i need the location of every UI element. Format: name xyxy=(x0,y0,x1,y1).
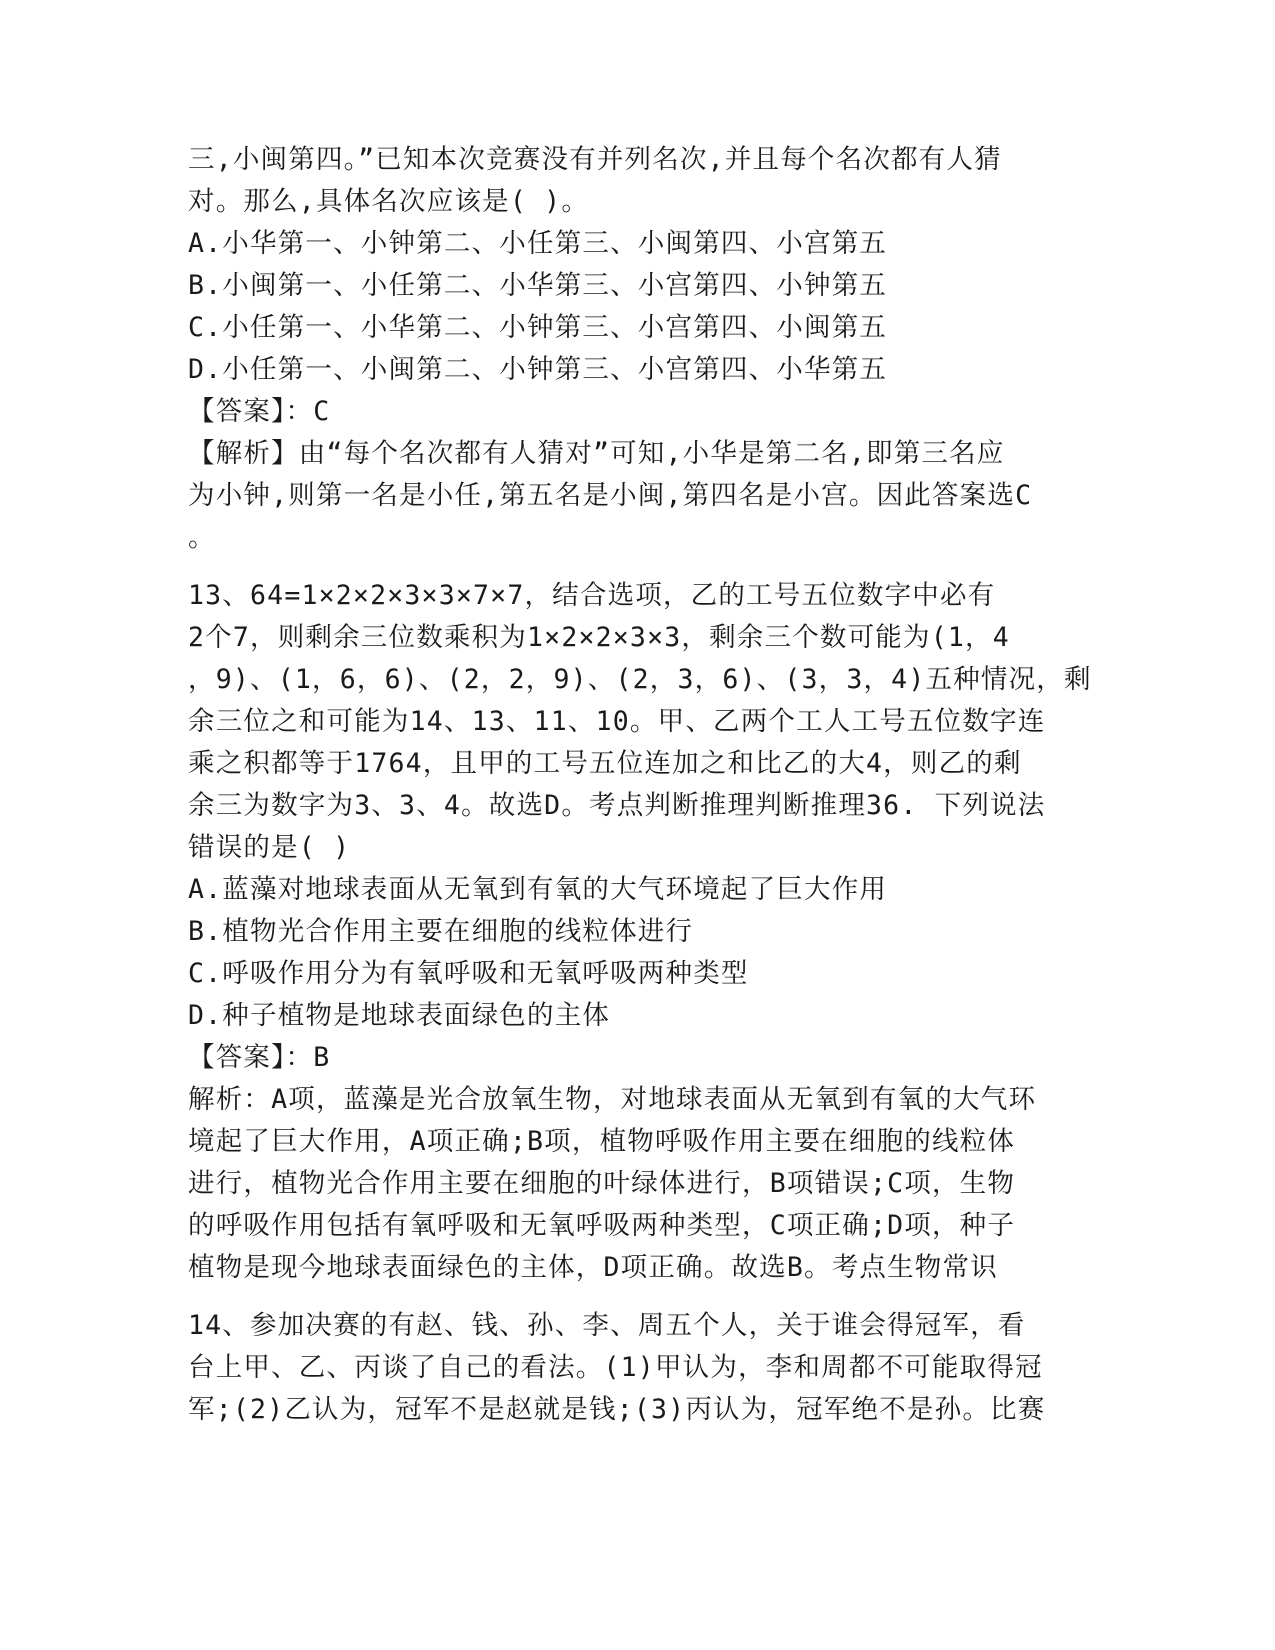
question-text-line: 对。那么,具体名次应该是( )。 xyxy=(188,186,590,217)
analysis-line: 为小钟,则第一名是小任,第五名是小闽,第四名是小宫。因此答案选C xyxy=(188,480,1033,511)
question-text-line: 军;(2)乙认为，冠军不是赵就是钱;(3)丙认为，冠军绝不是孙。比赛 xyxy=(188,1394,1046,1425)
question-text-line: 错误的是( ) xyxy=(188,832,351,863)
question-text-line: 三,小闽第四。”已知本次竞赛没有并列名次,并且每个名次都有人猜 xyxy=(188,144,1002,175)
option-c: C.呼吸作用分为有氧呼吸和无氧呼吸两种类型 xyxy=(188,958,749,989)
option-b: B.植物光合作用主要在细胞的线粒体进行 xyxy=(188,916,694,947)
question-text-line: 余三位之和可能为14、13、11、10。甲、乙两个工人工号五位数字连 xyxy=(188,706,1046,737)
question-text-line: 2个7，则剩余三位数乘积为1×2×2×3×3，剩余三个数可能为(1，4 xyxy=(188,622,1010,653)
analysis-line: 。 xyxy=(188,522,216,553)
analysis-line: 解析：A项，蓝藻是光合放氧生物，对地球表面从无氧到有氧的大气环 xyxy=(188,1084,1037,1115)
analysis-line: 进行，植物光合作用主要在细胞的叶绿体进行，B项错误;C项，生物 xyxy=(188,1168,1016,1199)
question-text-line: 14、参加决赛的有赵、钱、孙、李、周五个人，关于谁会得冠军，看 xyxy=(188,1310,1026,1341)
question-text-line: 台上甲、乙、丙谈了自己的看法。(1)甲认为，李和周都不可能取得冠 xyxy=(188,1352,1043,1383)
option-d: D.小任第一、小闽第二、小钟第三、小宫第四、小华第五 xyxy=(188,354,888,385)
analysis-line: 境起了巨大作用，A项正确;B项，植物呼吸作用主要在细胞的线粒体 xyxy=(188,1126,1016,1157)
answer-line: 【答案】：B xyxy=(188,1042,331,1073)
option-b: B.小闽第一、小任第二、小华第三、小宫第四、小钟第五 xyxy=(188,270,888,301)
option-a: A.小华第一、小钟第二、小任第三、小闽第四、小宫第五 xyxy=(188,228,888,259)
analysis-line: 【解析】由“每个名次都有人猜对”可知,小华是第二名,即第三名应 xyxy=(188,438,1005,469)
question-text-line: 13、64=1×2×2×3×3×7×7，结合选项，乙的工号五位数字中必有 xyxy=(188,580,996,611)
answer-line: 【答案】：C xyxy=(188,396,331,427)
question-text-line: ，9)、(1，6，6)、(2，2，9)、(2，3，6)、(3，3，4)五种情况，剩 xyxy=(188,664,1092,695)
option-d: D.种子植物是地球表面绿色的主体 xyxy=(188,1000,611,1031)
analysis-line: 植物是现今地球表面绿色的主体，D项正确。故选B。考点生物常识 xyxy=(188,1252,998,1283)
option-a: A.蓝藻对地球表面从无氧到有氧的大气环境起了巨大作用 xyxy=(188,874,888,905)
analysis-line: 的呼吸作用包括有氧呼吸和无氧呼吸两种类型，C项正确;D项，种子 xyxy=(188,1210,1016,1241)
option-c: C.小任第一、小华第二、小钟第三、小宫第四、小闽第五 xyxy=(188,312,888,343)
question-text-line: 乘之积都等于1764，且甲的工号五位连加之和比乙的大4，则乙的剩 xyxy=(188,748,1022,779)
question-text-line: 余三为数字为3、3、4。故选D。考点判断推理判断推理36. 下列说法 xyxy=(188,790,1046,821)
